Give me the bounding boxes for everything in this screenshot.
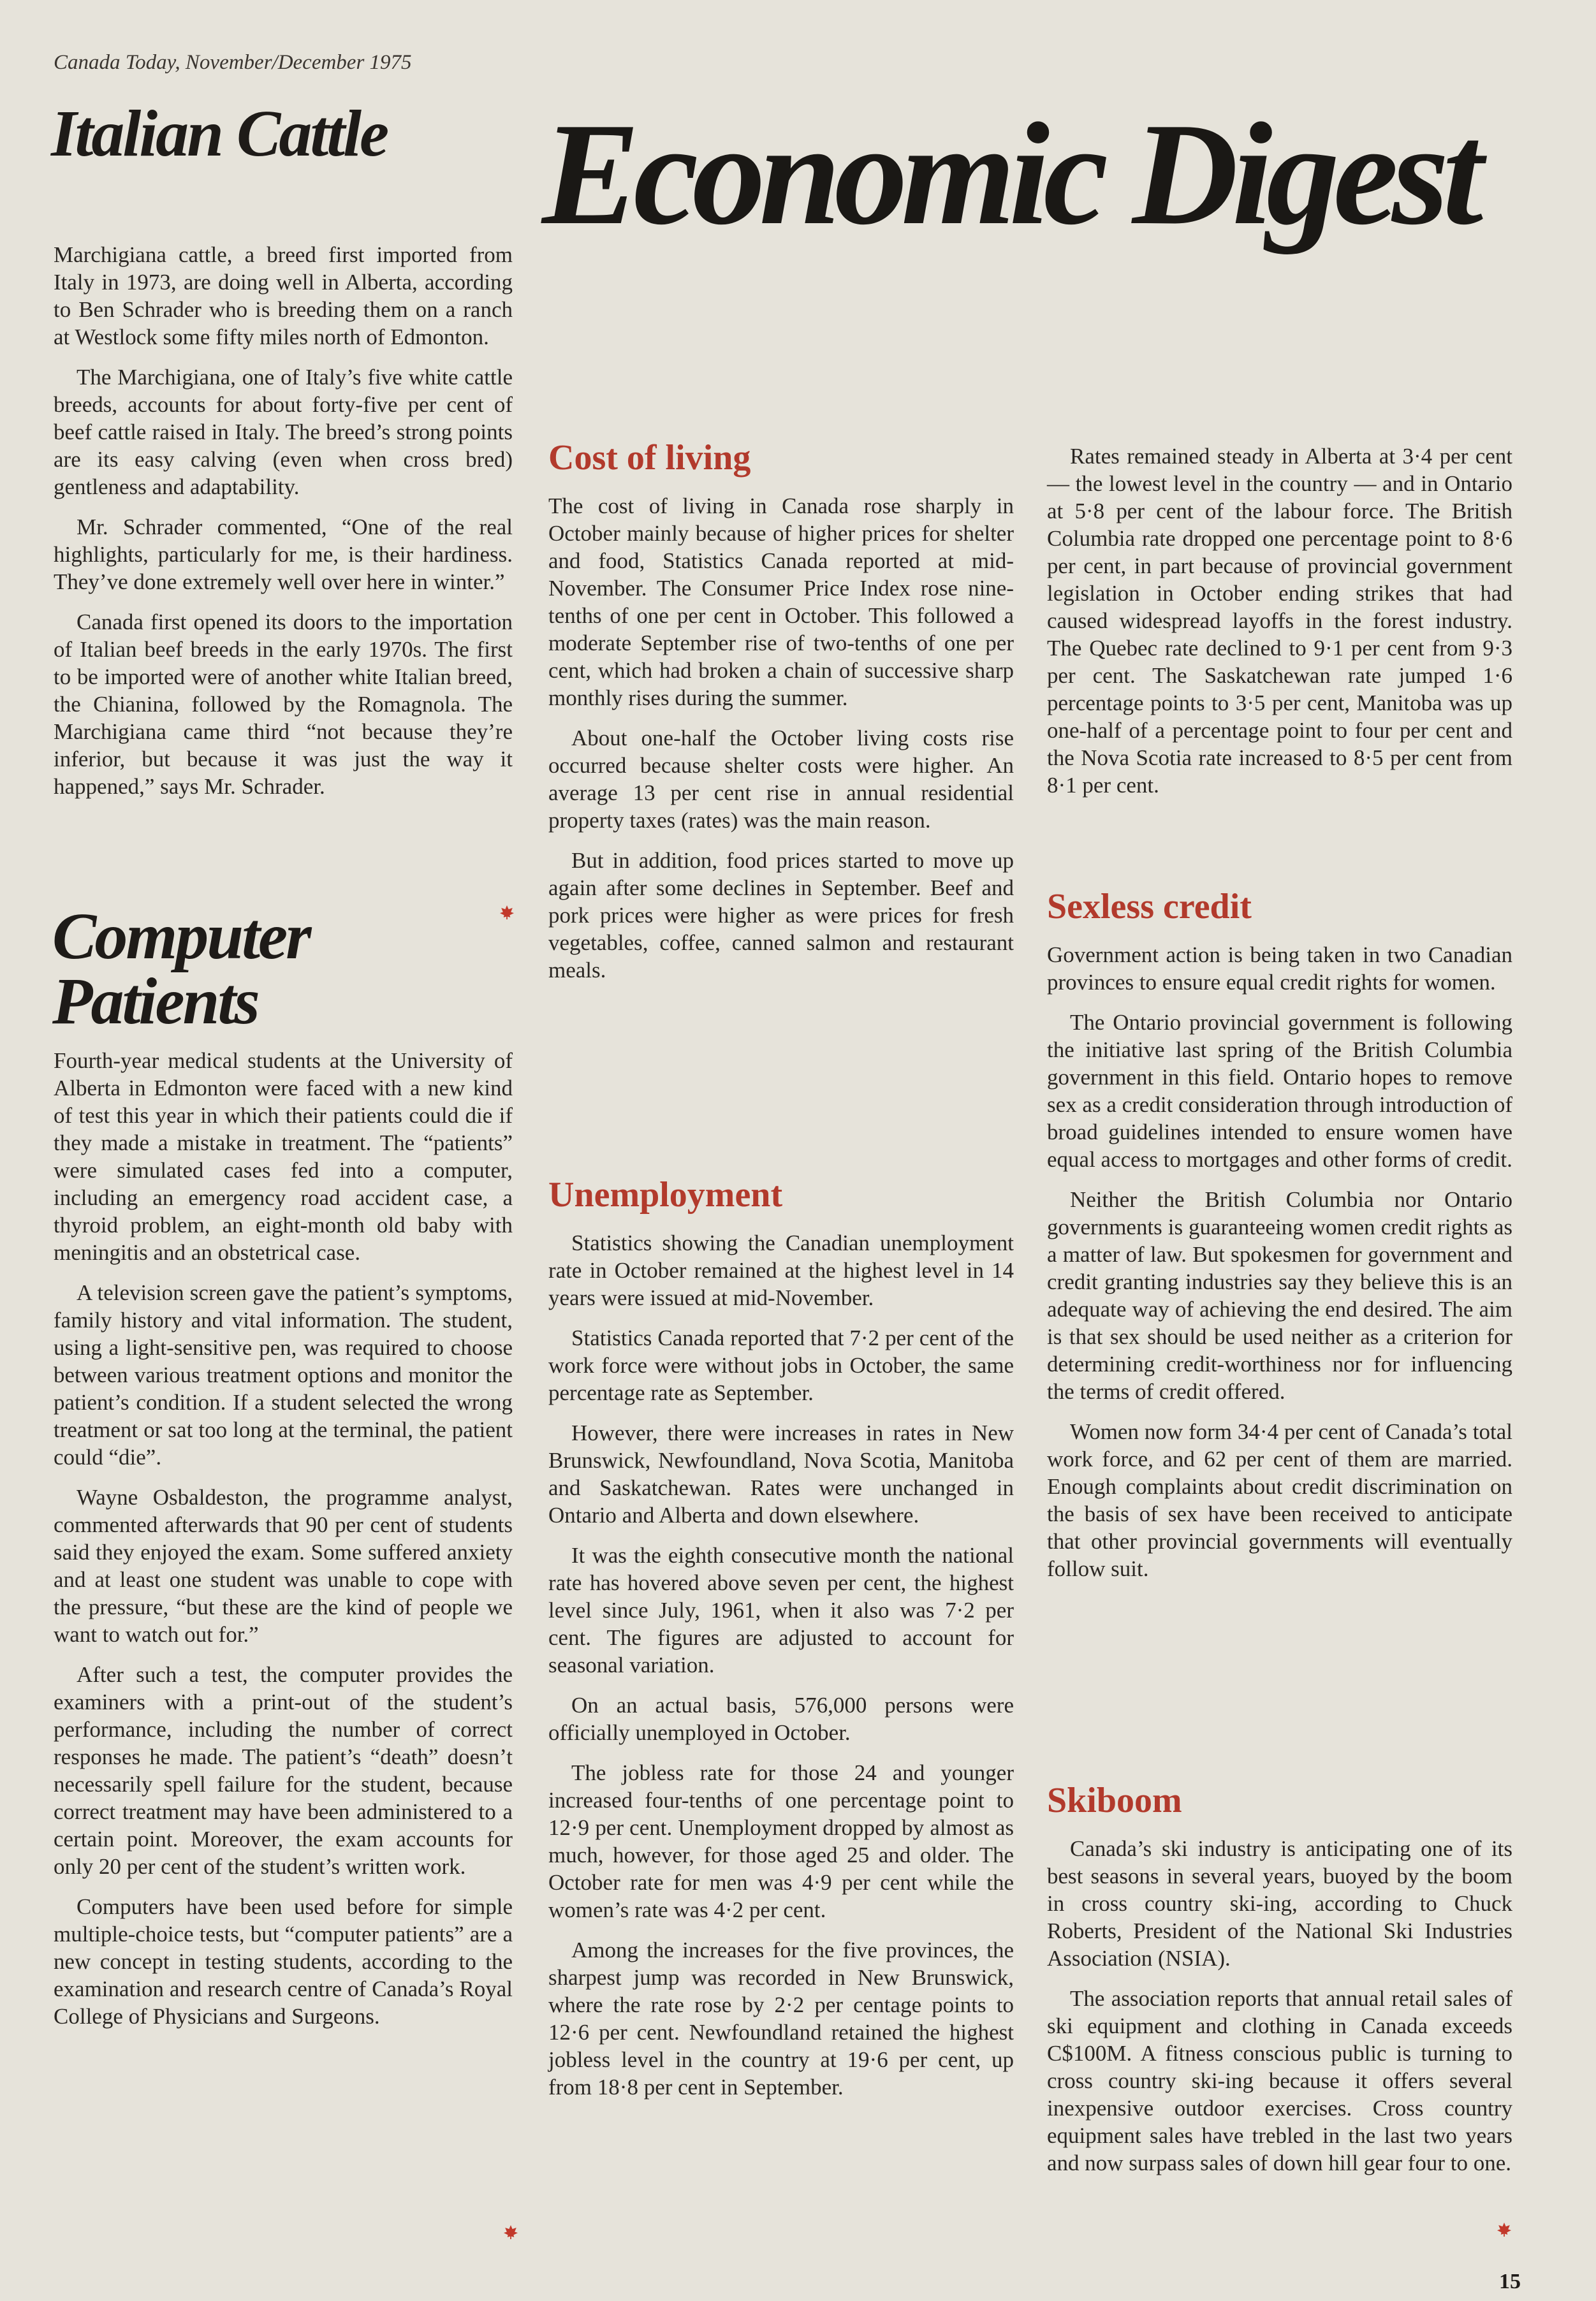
italian-cattle-article	[54, 241, 513, 813]
article-paragraph: Neither the British Columbia nor Ontario governments is guaranteeing women credit rights as a matter of law. But spokesmen for government and credit granting industries say they believe this is an adequate way of achieving the end desired. The aim is that sex should be used neither as a criterion for determining credit-worthiness nor for influencing the terms of credit offered.	[1047, 1187, 1512, 1404]
article-paragraph: The Ontario provincial government is following the initiative last spring of the British Columbia government in this field. Ontario hopes to remove sex as a credit consideration through introduction of broad guidelines intended to ensure women have equal access to mortgages and other forms of credit.	[1047, 1010, 1512, 1172]
article-paragraph: Statistics Canada reported that 7·2 per cent of the work force were without jobs in October, the same percentage rate as September.	[548, 1326, 1014, 1405]
section-heading: Unemployment	[548, 1175, 783, 1215]
computer-patients-article	[54, 1047, 513, 2043]
article-paragraph: The cost of living in Canada rose sharply in October mainly because of higher prices for shelter and food, Statistics Canada reported at mid-November. The Consumer Price Index rose nine-tenths of one per cent in October. This followed a moderate September rise of two-tenths of one per cent, which had broken a chain of successive sharp monthly rises during the summer.	[548, 493, 1014, 710]
article-paragraph: But in addition, food prices started to move up again after some declines in September. Beef and pork prices were higher as were prices for fresh vegetables, coffee, canned salmon and restaurant meals.	[548, 848, 1014, 982]
article-paragraph: Fourth-year medical students at the University of Alberta in Edmonton were faced with a new kind of test this year in which their patients could die if they made a mistake in treatment. The “patients” were simulated cases fed into a computer, including an emergency road accident case, a thyroid problem, an eight-month old baby with meningitis and an obstetrical case.	[54, 1048, 513, 1265]
page-number: 15	[1499, 2270, 1521, 2293]
article-paragraph: About one-half the October living costs rise occurred because shelter costs were higher. An average 13 per cent rise in annual residential property taxes (rates) was the main reason.	[548, 726, 1014, 833]
article-paragraph: The Marchigiana, one of Italy’s five white cattle breeds, accounts for about forty-five per cent of beef cattle raised in Italy. The breed’s strong points are its easy calving (even when cross bred) gentleness and adaptability.	[54, 365, 513, 499]
article-paragraph: Government action is being taken in two Canadian provinces to ensure equal credit rights for women.	[1047, 942, 1512, 995]
italian-cattle-headline: Italian Cattle	[51, 97, 388, 170]
article-paragraph: After such a test, the computer provides the examiners with a print-out of the student’s performance, including the number of correct responses he made. The patient’s “death” doesn’t necessarily spell failure for the student, because correct treatment may have been administered to a certain point. Moreover, the exam accounts for only 20 per cent of the student’s written work.	[54, 1662, 513, 1879]
section-heading: Sexless credit	[1047, 887, 1252, 926]
article-paragraph: Wayne Osbaldeston, the programme analyst, commented afterwards that 90 per cent of students said they enjoyed the exam. Some suffered anxiety and at least one student was unable to cope with the pressure, “but these are the kind of people we want to watch out for.”	[54, 1485, 513, 1647]
article-paragraph: On an actual basis, 576,000 persons were officially unemployed in October.	[548, 1693, 1014, 1745]
article-paragraph: It was the eighth consecutive month the national rate has hovered above seven per cent, the highest level since July, 1961, when it also was 7·2 per cent. The figures are adjusted to account for seasonal variation.	[548, 1543, 1014, 1677]
article-paragraph: Statistics showing the Canadian unemployment rate in October remained at the highest level in 14 years were issued at mid-November.	[548, 1231, 1014, 1310]
article-paragraph: The jobless rate for those 24 and younger increased four-tenths of one percentage point to 12·9 per cent. Unemployment dropped by almost as much, however, for those aged 25 and older. The October rate for men was 4·9 per cent while the women’s rate was 4·2 per cent.	[548, 1760, 1014, 1922]
skiboom-article	[1047, 1783, 1512, 2189]
unemployment-continued	[1047, 442, 1512, 812]
unemployment-article	[548, 1177, 1014, 2114]
article-paragraph: Canada’s ski industry is anticipating one of its best seasons in several years, buoyed by the boom in cross country ski-ing, according to Chuck Roberts, President of the National Ski Industries Association (NSIA).	[1047, 1836, 1512, 1971]
article-paragraph: Canada first opened its doors to the importation of Italian beef breeds in the early 1970s. The first to be imported were of another white Italian breed, the Chianina, followed by the Romagnola. The Marchigiana came third “not because they’re inferior, but because it was just the way it happened,” says Mr. Schrader.	[54, 610, 513, 799]
article-paragraph: However, there were increases in rates in New Brunswick, Newfoundland, Nova Scotia, Manitoba and Saskatchewan. Rates were unchanged in Ontario and Alberta and down elsewhere.	[548, 1421, 1014, 1528]
headline-line: Computer	[52, 900, 310, 973]
section-heading: Skiboom	[1047, 1781, 1182, 1820]
maple-leaf-icon	[504, 2225, 518, 2239]
article-paragraph: Rates remained steady in Alberta at 3·4 per cent — the lowest level in the country — and in Ontario at 5·8 per cent of the labour force. The British Columbia rate dropped one percentage point to 8·6 per cent, in part because of provincial government legislation in October ending strikes that had caused widespread layoffs in the forest industry. The Quebec rate declined to 9·1 per cent from 9·3 per cent. The Saskatchewan rate jumped 1·6 percentage points to 3·5 per cent, Manitoba was up one-half of a percentage point to four per cent and the Nova Scotia rate increased to 8·5 per cent from 8·1 per cent.	[1047, 444, 1512, 798]
sexless-credit-article	[1047, 889, 1512, 1595]
article-paragraph: Computers have been used before for simple multiple-choice tests, but “computer patients” are a new concept in testing students, according to the examination and research centre of Canada’s Royal College of Physicians and Surgeons.	[54, 1894, 513, 2029]
article-paragraph: A television screen gave the patient’s symptoms, family history and vital information. The student, using a light-sensitive pen, was required to choose between various treatment options and monitor the patient’s condition. If a student selected the wrong treatment or sat too long at the terminal, the patient could “die”.	[54, 1280, 513, 1470]
article-paragraph: Among the increases for the five provinces, the sharpest jump was recorded in New Brunswick, where the rate rose by 2·2 per centage points to 12·6 per cent. Newfoundland retained the highest jobless level in the country at 19·6 per cent, up from 18·8 per cent in September.	[548, 1938, 1014, 2100]
article-paragraph: Marchigiana cattle, a breed first imported from Italy in 1973, are doing well in Alberta, according to Ben Schrader who is breeding them on a ranch at Westlock some fifty miles north of Edmonton.	[54, 242, 513, 349]
article-paragraph: The association reports that annual retail sales of ski equipment and clothing in Canada exceeds C$100M. A fitness conscious public is turning to cross country ski-ing because it offers several inexpensive outdoor exercises. Cross country equipment sales have trebled in the last two years and now surpass sales of down hill gear four to one.	[1047, 1986, 1512, 2175]
cost-of-living-article	[548, 440, 1014, 997]
article-paragraph: Women now form 34·4 per cent of Canada’s total work force, and 62 per cent of them are married. Enough complaints about credit discrimination on the basis of sex have been received to anticipate that other provincial governments will eventually follow suit.	[1047, 1419, 1512, 1581]
economic-digest-masthead: Economic Digest	[542, 92, 1477, 255]
article-paragraph: Mr. Schrader commented, “One of the real highlights, particularly for me, is their hardiness. They’ve done extremely well over here in winter.”	[54, 515, 513, 594]
computer-patients-headline	[52, 900, 511, 1038]
dateline: Canada Today, November/December 1975	[54, 51, 412, 74]
section-heading: Cost of living	[548, 438, 751, 478]
headline-line: Patients	[52, 964, 258, 1038]
maple-leaf-icon	[1497, 2223, 1511, 2237]
